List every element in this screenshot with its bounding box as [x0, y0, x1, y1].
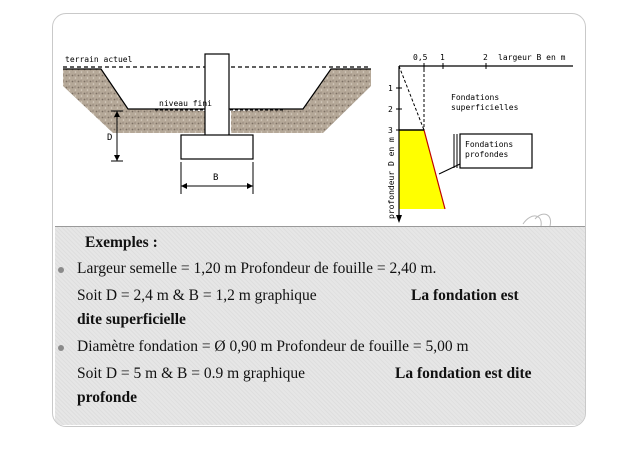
example-1-conclusion-b: dite superficielle	[77, 311, 186, 328]
y-tick-1: 2	[388, 105, 393, 114]
B-label: B	[213, 173, 219, 183]
column	[205, 54, 229, 136]
abacus-chart	[387, 53, 573, 223]
decorative-swirl	[523, 214, 551, 226]
zone-deep-label: Fondations profondes	[465, 140, 514, 159]
deep-zone	[399, 130, 445, 209]
foundation-figure	[53, 14, 586, 226]
example-1-line: Largeur semelle = 1,20 m Profondeur de fouille = 2,40 m.	[77, 260, 437, 277]
excavation-diagram	[63, 54, 371, 194]
slide	[52, 13, 586, 427]
bullet-1	[58, 267, 64, 273]
terrain-label: terrain actuel	[65, 55, 133, 64]
zone-superficial-label: Fondations superficielles	[451, 93, 519, 112]
example-2-conclusion-b: profonde	[77, 389, 138, 406]
niveau-label: niveau fini	[159, 99, 212, 108]
example-2-line: Diamètre fondation = Ø 0,90 m Profondeur de fouille = 5,00 m	[77, 338, 469, 355]
example-2-sub: Soit D = 5 m & B = 0.9 m graphique	[77, 365, 306, 382]
y-tick-0: 1	[388, 84, 393, 93]
example-1-conclusion-a: La fondation est	[411, 287, 519, 304]
examples-heading: Exemples :	[85, 234, 158, 251]
x-tick-2: 2	[483, 53, 488, 62]
x-tick-0: 0,5	[413, 53, 428, 62]
footing	[181, 135, 253, 159]
bullet-2	[58, 345, 64, 351]
x-axis-label: largeur B en m	[498, 53, 566, 62]
soil-band-right	[231, 69, 371, 133]
examples-box	[55, 226, 585, 425]
example-2-conclusion-a: La fondation est dite	[395, 365, 532, 382]
y-tick-2: 3	[388, 126, 393, 135]
D-label: D	[107, 133, 113, 143]
x-tick-1: 1	[440, 53, 445, 62]
example-1-sub: Soit D = 2,4 m & B = 1,2 m graphique	[77, 287, 317, 304]
y-axis-label: profondeur D en m	[387, 137, 396, 219]
